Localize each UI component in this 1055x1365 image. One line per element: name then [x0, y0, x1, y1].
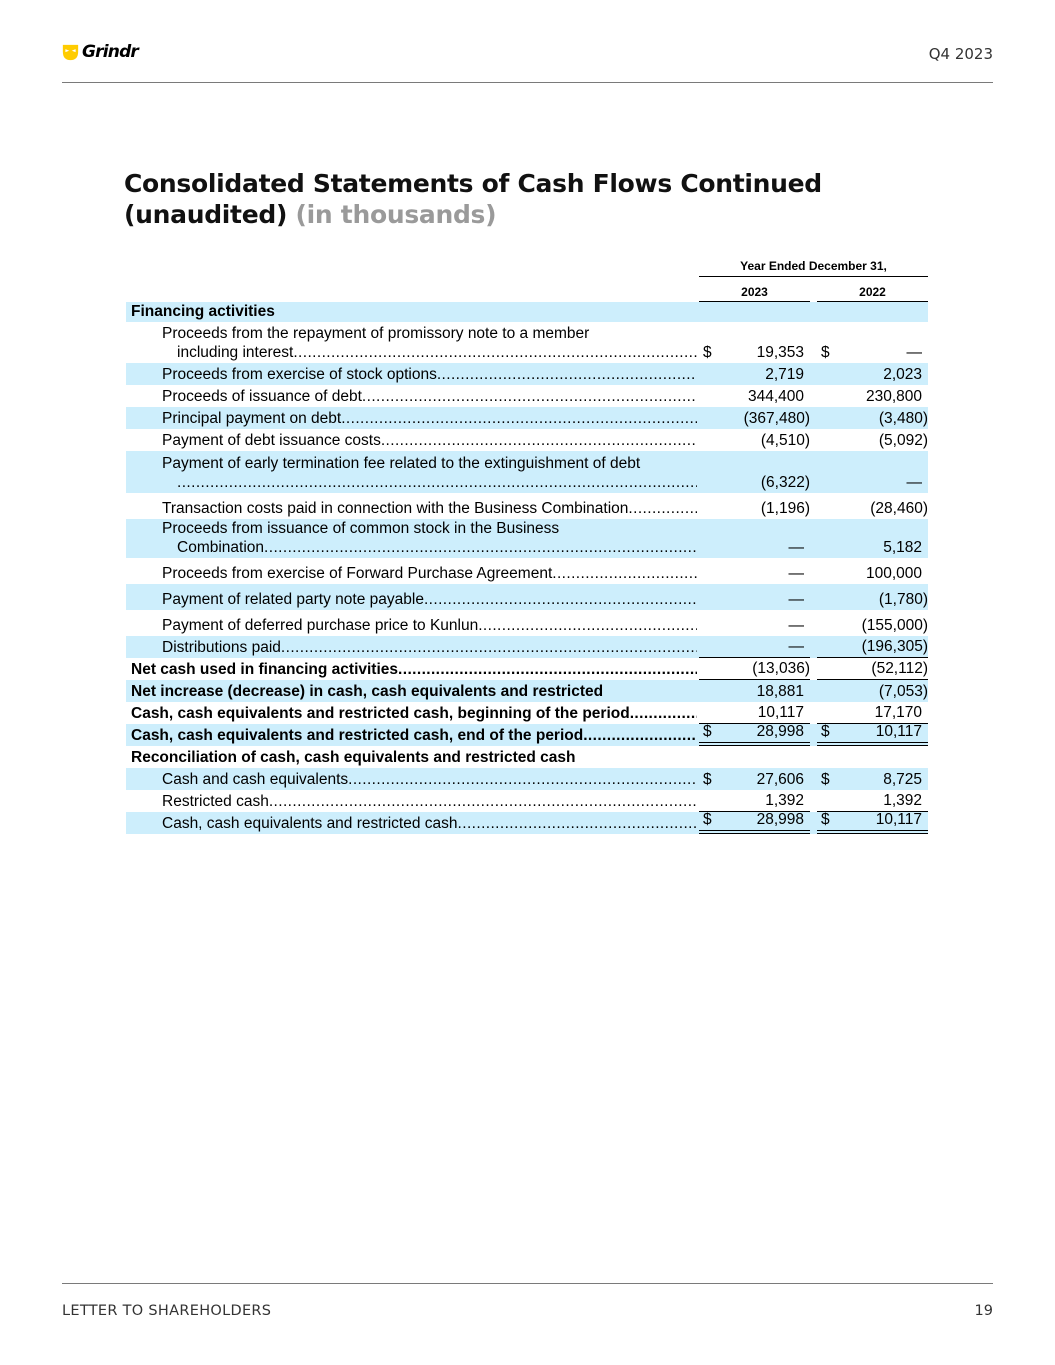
currency-symbol: $	[821, 723, 830, 740]
title-unaudited: (unaudited)	[124, 200, 288, 229]
value-2023: (4,510)	[760, 432, 810, 449]
table-row	[126, 610, 928, 636]
table-row	[126, 680, 928, 702]
row-label: Net increase (decrease) in cash, cash equivalents and restricted	[131, 683, 604, 700]
footer-divider	[62, 1283, 993, 1284]
value-2022: (52,112)	[871, 660, 928, 677]
row-label: Cash, cash equivalents and restricted cash, end of the period .....	[126, 726, 697, 745]
currency-symbol: $	[821, 344, 830, 361]
value-2023: —	[788, 638, 804, 655]
currency-symbol: $	[703, 344, 712, 361]
grindr-logo	[62, 44, 138, 61]
logo-wordmark: Grindr	[82, 42, 139, 62]
row-label-line-2: Combination .....	[126, 538, 697, 557]
report-period: Q4 2023	[928, 45, 993, 63]
row-label: Financing activities	[131, 303, 275, 320]
value-2022: 17,170	[874, 704, 922, 721]
value-2023: 1,392	[765, 792, 804, 809]
row-label: Payment of debt issuance costs .....	[126, 431, 697, 450]
value-2022: 100,000	[865, 565, 922, 582]
table-row	[126, 790, 928, 812]
value-2023: (1,196)	[760, 500, 810, 517]
row-label: Distributions paid .....	[126, 638, 697, 657]
row-label: Reconciliation of cash, cash equivalents and restricted cash	[131, 749, 576, 766]
value-2023: 28,998	[756, 811, 804, 828]
table-row	[126, 451, 928, 493]
row-label: Principal payment on debt .....	[126, 409, 697, 428]
value-2023: (6,322)	[760, 474, 810, 491]
table-row	[126, 702, 928, 724]
table-row	[126, 322, 928, 363]
table-row	[126, 363, 928, 385]
table-row	[126, 407, 928, 429]
table-row	[126, 658, 928, 680]
value-2022: 2,023	[883, 366, 922, 383]
value-2022: 230,800	[865, 388, 922, 405]
value-2023: 10,117	[757, 704, 804, 721]
title-line-1: Consolidated Statements of Cash Flows Continued	[124, 169, 822, 198]
row-label: Cash, cash equivalents and restricted cash, beginning of the period .....	[126, 704, 697, 723]
value-2022: (7,053)	[878, 683, 928, 700]
currency-symbol: $	[703, 771, 712, 788]
table-row	[126, 493, 928, 519]
table-row	[126, 519, 928, 558]
period-header: Year Ended December 31,	[699, 259, 928, 277]
page-number: 19	[974, 1303, 993, 1319]
value-2022: (5,092)	[878, 432, 928, 449]
table-row	[126, 429, 928, 451]
table-row	[126, 385, 928, 407]
row-label-line-1: Proceeds from the repayment of promissory note to a member	[162, 325, 590, 342]
section-header-reconciliation	[126, 746, 928, 768]
page-title	[124, 168, 822, 230]
row-label-line-2: including interest .....	[126, 343, 697, 362]
row-label-line-1: Payment of early termination fee related to the extinguishment of debt	[162, 455, 641, 472]
value-2023: 28,998	[756, 723, 804, 740]
currency-symbol: $	[821, 771, 830, 788]
row-label: Transaction costs paid in connection with the Business Combination .....	[126, 499, 697, 518]
value-2022: 5,182	[883, 539, 922, 556]
row-label: Payment of related party note payable .....	[126, 590, 697, 609]
currency-symbol: $	[821, 811, 830, 828]
value-2022: 1,392	[883, 792, 922, 809]
value-2022: —	[906, 474, 922, 491]
value-2022: —	[906, 344, 922, 361]
row-label: Net cash used in financing activities .....	[126, 660, 697, 679]
value-2022: 10,117	[875, 811, 922, 828]
value-2022: (1,780)	[878, 591, 928, 608]
section-header-financing	[126, 302, 928, 322]
title-line-2	[124, 199, 822, 230]
value-2022: 10,117	[875, 723, 922, 740]
value-2023: —	[788, 539, 804, 556]
row-label-line-2	[126, 473, 697, 492]
table-row	[126, 558, 928, 584]
value-2023: 19,353	[756, 344, 804, 361]
value-2022: (3,480)	[878, 410, 928, 427]
currency-symbol: $	[703, 811, 712, 828]
row-label: Proceeds of issuance of debt .....	[126, 387, 697, 406]
value-2022: 8,725	[883, 771, 922, 788]
value-2022: (155,000)	[861, 617, 928, 634]
row-label: Proceeds from exercise of Forward Purchase Agreement .....	[126, 564, 697, 583]
table-row	[126, 724, 928, 746]
value-2023: 344,400	[747, 388, 804, 405]
value-2023: 2,719	[765, 366, 804, 383]
value-2023: 27,606	[756, 771, 804, 788]
title-units: (in thousands)	[295, 200, 497, 229]
value-2022: (196,305)	[861, 638, 928, 655]
row-label: Proceeds from exercise of stock options .....	[126, 365, 697, 384]
column-header-2022: 2022	[817, 285, 928, 302]
value-2022: (28,460)	[870, 500, 928, 517]
value-2023: —	[788, 617, 804, 634]
footer-section-title: LETTER TO SHAREHOLDERS	[62, 1303, 272, 1319]
row-label: Restricted cash .....	[126, 792, 697, 811]
row-label: Cash and cash equivalents .....	[126, 770, 697, 789]
value-2023: —	[788, 591, 804, 608]
table-row	[126, 584, 928, 610]
cash-flow-table	[126, 302, 928, 834]
column-header-2023: 2023	[699, 285, 810, 302]
value-2023: —	[788, 565, 804, 582]
currency-symbol: $	[703, 723, 712, 740]
table-row	[126, 812, 928, 834]
row-label-line-1: Proceeds from issuance of common stock in the Business	[162, 520, 560, 537]
header-divider	[62, 82, 993, 83]
value-2023: (13,036)	[752, 660, 810, 677]
grindr-mask-icon	[62, 44, 79, 61]
table-row	[126, 636, 928, 658]
row-label: Payment of deferred purchase price to Kunlun .....	[126, 616, 697, 635]
value-2023: (367,480)	[743, 410, 810, 427]
table-row	[126, 768, 928, 790]
value-2023: 18,881	[756, 683, 804, 700]
row-label: Cash, cash equivalents and restricted cash .....	[126, 814, 697, 833]
